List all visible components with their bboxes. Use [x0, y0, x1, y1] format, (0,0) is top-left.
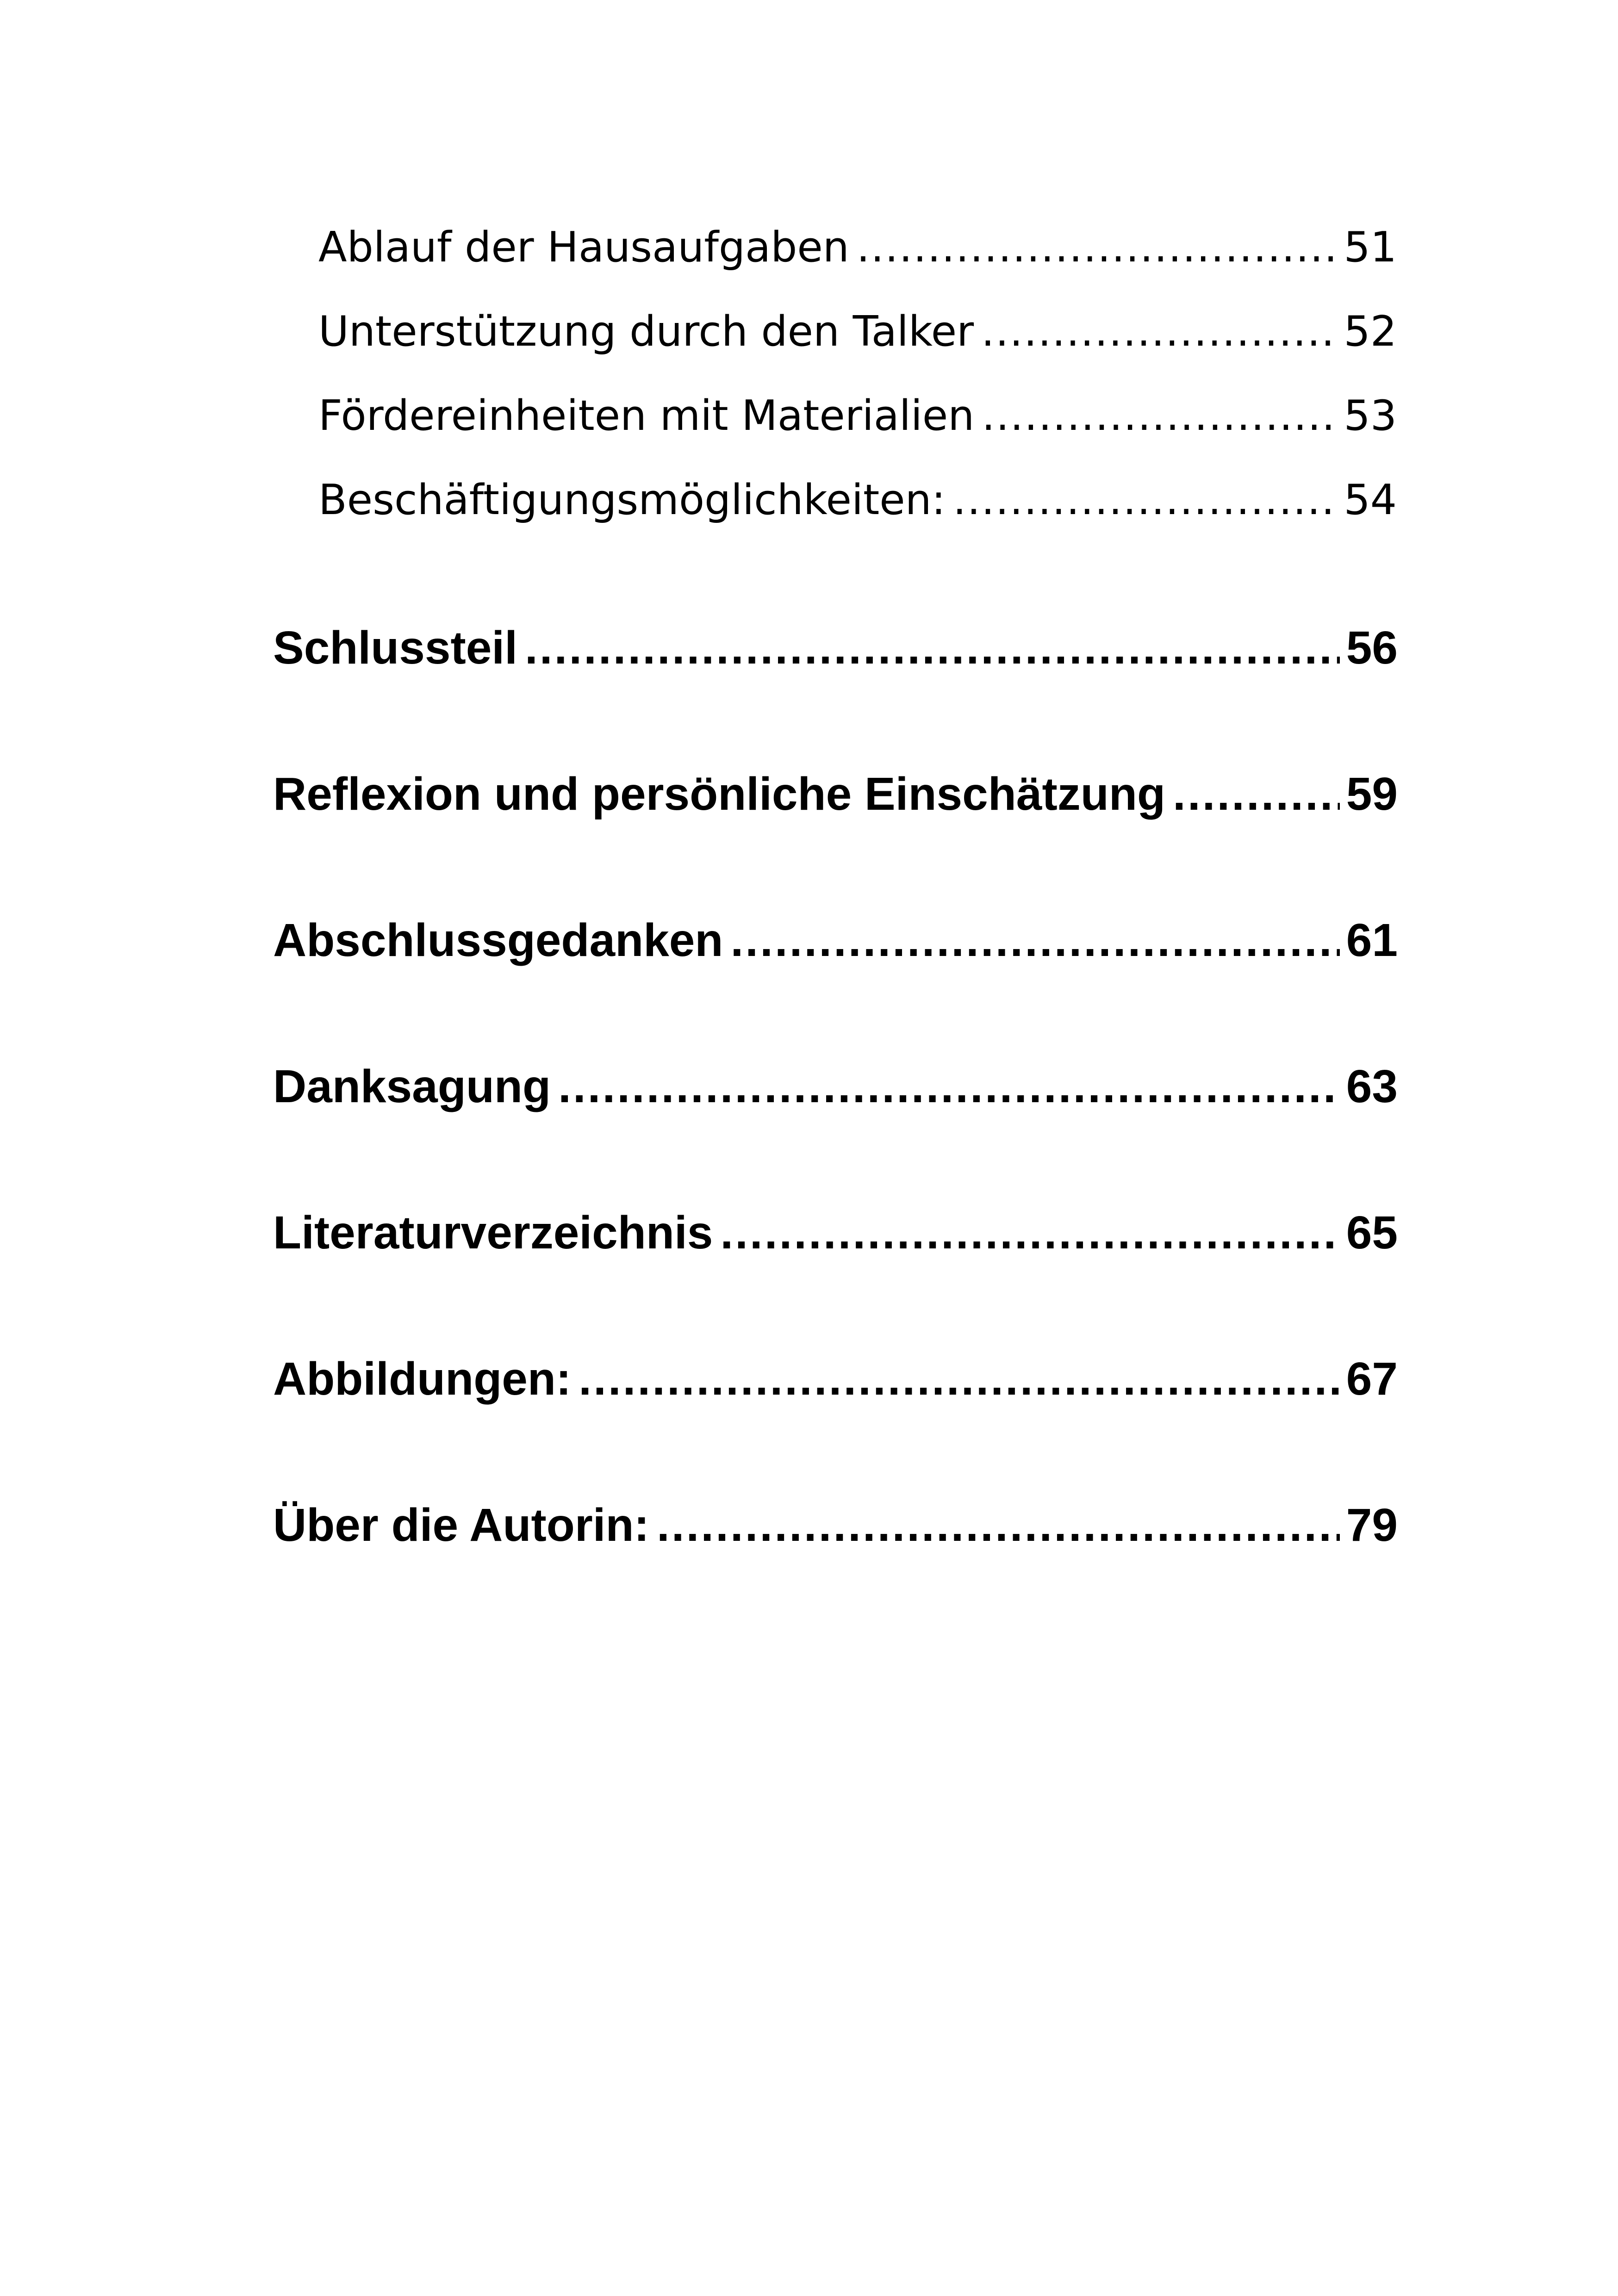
toc-entry-abschlussgedanken[interactable]: [273, 908, 1398, 973]
toc-entry-title: Über die Autorin:: [273, 1499, 649, 1551]
toc-entry-page-number: 52: [1344, 307, 1397, 356]
toc-entry-title: Reflexion und persönliche Einschätzung: [273, 768, 1166, 820]
toc-entry-reflexion[interactable]: [273, 762, 1398, 826]
toc-entry-foerdereinheiten-mit-materialien[interactable]: [318, 386, 1397, 446]
dot-leader: [657, 1493, 1340, 1558]
toc-entry-page-number: 63: [1346, 1061, 1398, 1112]
dot-leader: [525, 615, 1340, 680]
toc-entry-page-number: 79: [1346, 1499, 1398, 1551]
dot-leader: [579, 1347, 1339, 1411]
toc-entry-page-number: 59: [1346, 768, 1398, 820]
toc-entry-title: Abbildungen:: [273, 1353, 572, 1405]
dot-leader: [1173, 762, 1340, 826]
toc-entry-page-number: 54: [1344, 476, 1397, 524]
toc-entry-page-number: 53: [1344, 391, 1397, 440]
toc-entry-abbildungen[interactable]: [273, 1347, 1398, 1411]
toc-entry-title: Beschäftigungsmöglichkeiten:: [318, 476, 946, 524]
dot-leader: [731, 908, 1340, 973]
toc-entry-schlussteil[interactable]: [273, 615, 1398, 680]
toc-entry-page-number: 56: [1346, 622, 1398, 674]
toc-entry-page-number: 61: [1346, 914, 1398, 966]
dot-leader: [981, 302, 1337, 362]
toc-entry-page-number: 51: [1344, 223, 1397, 272]
toc-entry-title: Unterstützung durch den Talker: [318, 307, 974, 356]
toc-entry-page-number: 65: [1346, 1207, 1398, 1259]
toc-entry-title: Abschlussgedanken: [273, 914, 723, 966]
dot-leader: [857, 217, 1338, 278]
toc-entry-danksagung[interactable]: [273, 1054, 1398, 1119]
toc-entry-ueber-die-autorin[interactable]: [273, 1493, 1398, 1558]
dot-leader: [953, 470, 1337, 530]
toc-entry-beschaeftigungsmoeglichkeiten[interactable]: [318, 470, 1397, 530]
toc-entry-ablauf-der-hausaufgaben[interactable]: [318, 217, 1397, 278]
toc-entry-title: Danksagung: [273, 1061, 551, 1112]
toc-entry-title: Fördereinheiten mit Materialien: [318, 391, 975, 440]
toc-entry-literaturverzeichnis[interactable]: [273, 1200, 1398, 1265]
toc-entry-title: Literaturverzeichnis: [273, 1207, 713, 1259]
dot-leader: [558, 1054, 1340, 1119]
toc-entry-page-number: 67: [1346, 1353, 1398, 1405]
toc-entry-title: Schlussteil: [273, 622, 517, 674]
dot-leader: [982, 386, 1337, 446]
dot-leader: [720, 1200, 1339, 1265]
toc-entry-unterstuetzung-durch-den-talker[interactable]: [318, 302, 1397, 362]
toc-entry-title: Ablauf der Hausaufgaben: [318, 223, 849, 272]
